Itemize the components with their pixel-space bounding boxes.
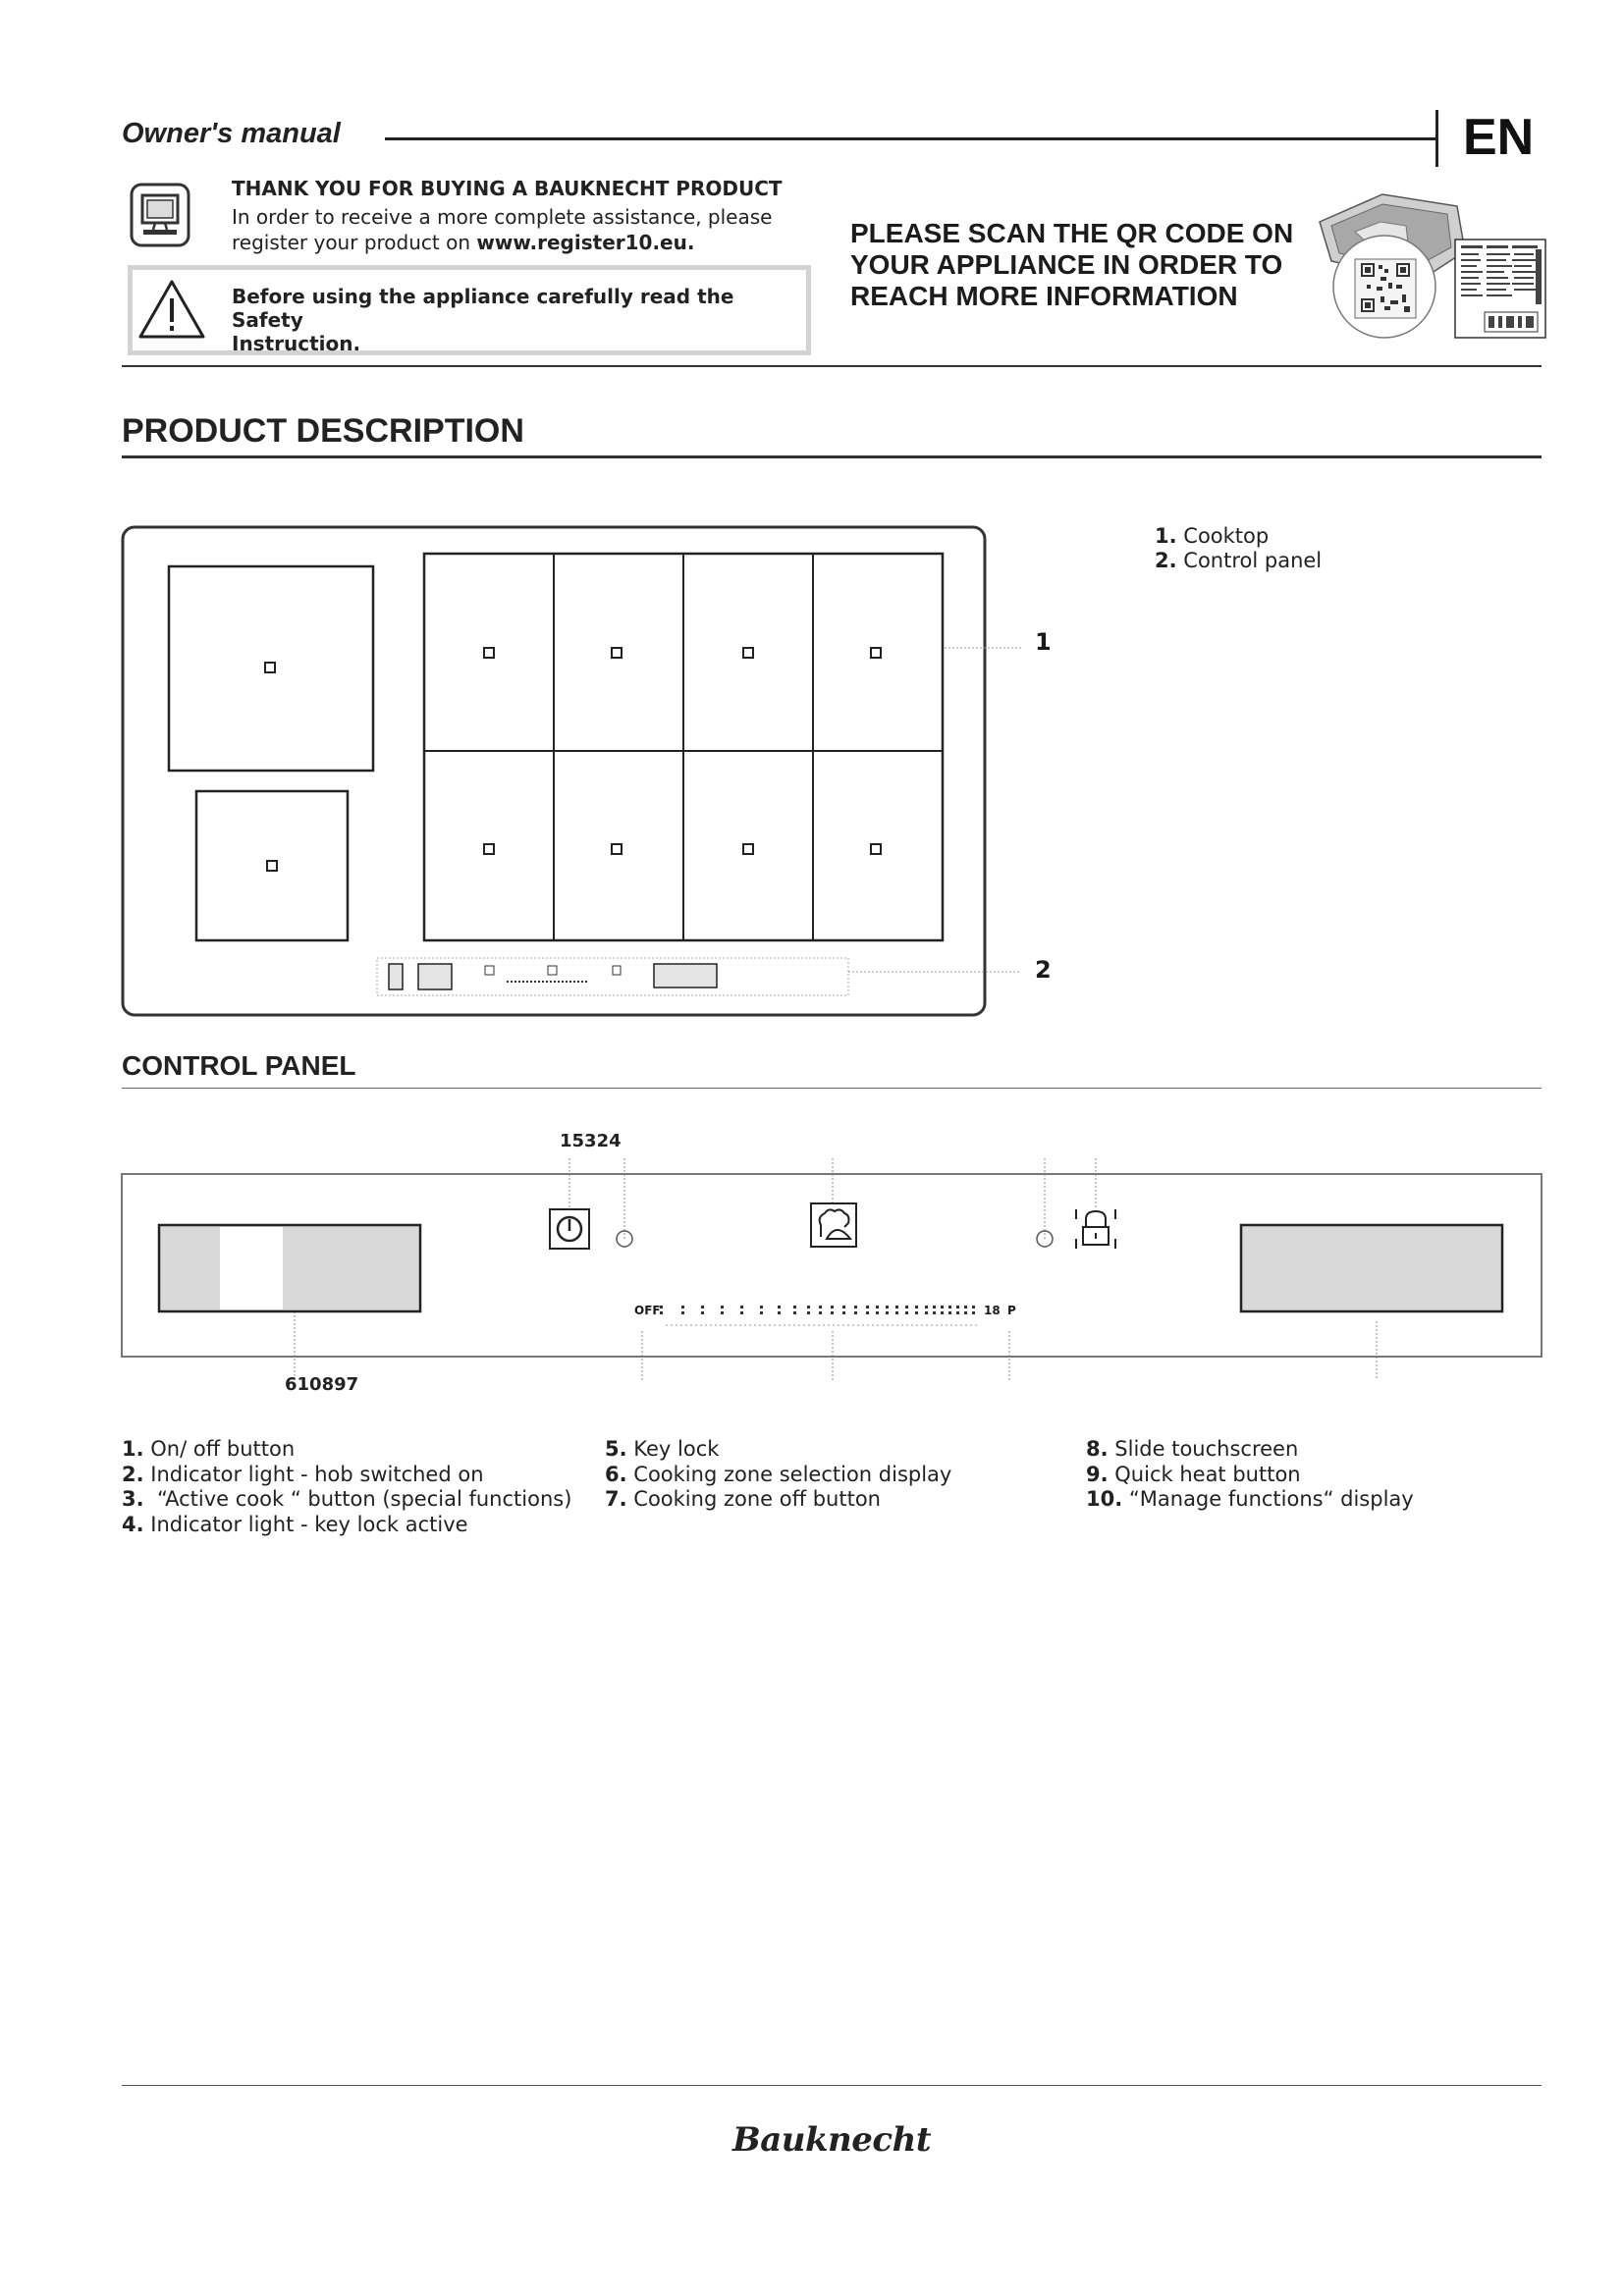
legend-number: 10.	[1086, 1487, 1123, 1511]
register-line-1: In order to receive a more complete assistance, please	[232, 205, 773, 229]
legend-number: 2.	[122, 1462, 144, 1486]
control-legend-col-3	[1086, 1437, 1414, 1513]
legend-text: Control panel	[1183, 549, 1323, 572]
legend-text: On/ off button	[150, 1437, 296, 1461]
legend-text: “Active cook “ button (special functions)	[156, 1487, 572, 1511]
slider-off-label: OFF	[634, 1304, 661, 1317]
cooktop-diagram	[118, 522, 1060, 1023]
cooking-zone-selection-display	[159, 1225, 420, 1311]
chef-hat-icon	[811, 1203, 856, 1247]
slider-max-label: 18	[984, 1304, 1001, 1317]
padlock-icon	[1076, 1209, 1115, 1249]
legend-item	[122, 1513, 571, 1538]
legend-item	[122, 1437, 571, 1463]
legend-text: Quick heat button	[1114, 1462, 1301, 1486]
legend-text: “Manage functions“ display	[1128, 1487, 1414, 1511]
legend-number: 8.	[1086, 1437, 1109, 1461]
register-instructions	[232, 204, 782, 255]
legend-item	[122, 1463, 571, 1488]
register-line-2	[232, 230, 782, 255]
legend-item	[1086, 1463, 1414, 1488]
language-code: EN	[1463, 109, 1535, 166]
footer-rule	[122, 2085, 1542, 2086]
power-icon	[550, 1209, 589, 1249]
control-panel-rule	[122, 1088, 1542, 1089]
legend-text: Slide touchscreen	[1114, 1437, 1299, 1461]
warning-line-2: Instruction.	[232, 332, 361, 355]
legend-text: Cooktop	[1183, 524, 1270, 548]
legend-number: 3.	[122, 1487, 144, 1511]
manual-title: Owner's manual	[122, 118, 341, 149]
header-divider	[1435, 110, 1438, 167]
legend-item	[122, 1487, 571, 1513]
legend-item	[1086, 1437, 1414, 1463]
cooking-zone-large	[169, 566, 373, 771]
callout-cooktop: 1	[1035, 628, 1052, 656]
qr-line-2: YOUR APPLIANCE IN ORDER TO	[850, 249, 1283, 280]
legend-item	[605, 1487, 951, 1513]
register-link[interactable]: www.register10.eu.	[476, 231, 695, 254]
cooking-zone-small	[196, 791, 348, 940]
warning-line-1: Before using the appliance carefully read the Safety	[232, 285, 734, 332]
qr-instructions	[850, 218, 1322, 312]
legend-text: Cooking zone off button	[633, 1487, 881, 1511]
legend-text: Indicator light - key lock active	[150, 1512, 468, 1536]
legend-number: 4.	[122, 1512, 144, 1536]
legend-item	[605, 1463, 951, 1488]
section-rule	[122, 455, 1542, 458]
legend-item	[1155, 549, 1322, 573]
legend-number: 1.	[122, 1437, 144, 1461]
legend-text: Key lock	[633, 1437, 720, 1461]
legend-item	[1086, 1487, 1414, 1513]
legend-number: 6.	[605, 1462, 627, 1486]
callout-codes-top: 15324	[560, 1131, 622, 1151]
warning-triangle-icon	[137, 279, 206, 340]
product-description-heading: PRODUCT DESCRIPTION	[122, 412, 524, 450]
legend-text: Cooking zone selection display	[633, 1462, 952, 1486]
thanks-title: THANK YOU FOR BUYING A BAUKNECHT PRODUCT	[232, 177, 783, 200]
manage-functions-display	[1241, 1225, 1502, 1311]
computer-monitor-icon	[130, 183, 190, 247]
legend-number: 1.	[1155, 524, 1177, 548]
control-legend-col-2	[605, 1437, 951, 1513]
appliance-qr-illustration	[1312, 192, 1547, 342]
legend-number: 9.	[1086, 1462, 1109, 1486]
legend-text: Indicator light - hob switched on	[150, 1462, 484, 1486]
slide-touchscreen	[660, 1306, 980, 1325]
legend-item	[605, 1437, 951, 1463]
register-prefix: register your product on	[232, 231, 477, 254]
legend-item	[1155, 524, 1322, 549]
product-legend	[1155, 524, 1322, 573]
callout-control-panel: 2	[1035, 956, 1052, 984]
control-panel-heading: CONTROL PANEL	[122, 1050, 356, 1081]
header-rule	[385, 137, 1435, 140]
callout-codes-bottom: 610897	[285, 1374, 359, 1395]
brand-logo: Bauknecht	[732, 2120, 932, 2160]
quick-heat-label: P	[1007, 1304, 1016, 1317]
legend-number: 7.	[605, 1487, 627, 1511]
qr-line-3: REACH MORE INFORMATION	[850, 281, 1238, 311]
intro-divider	[122, 365, 1542, 367]
control-panel-diagram	[118, 1148, 1547, 1380]
control-legend-col-1	[122, 1437, 571, 1537]
legend-number: 2.	[1155, 549, 1177, 572]
legend-number: 5.	[605, 1437, 627, 1461]
qr-line-1: PLEASE SCAN THE QR CODE ON	[850, 218, 1294, 248]
safety-warning-text	[232, 285, 782, 355]
